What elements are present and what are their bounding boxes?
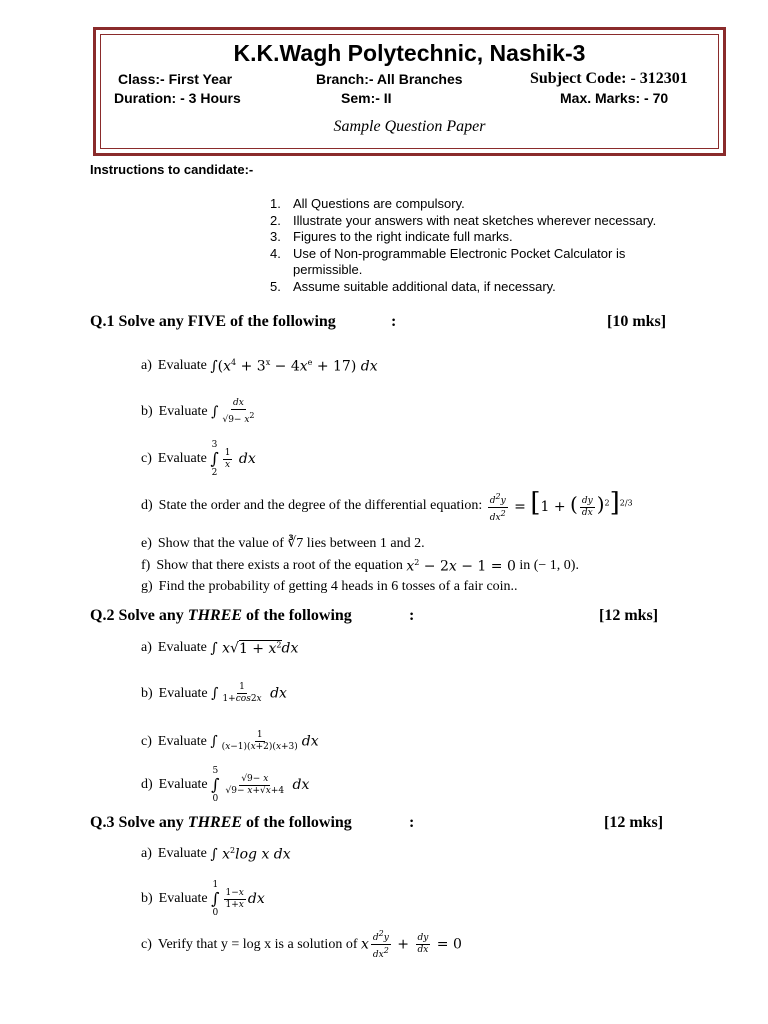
q2-b-expr: ∫ $\frac{1}{1+\cos 2x}$ dx: [211, 682, 287, 704]
q1-d-expr: $\frac{d^2y}{dx^2}$ = [1 + ( $\frac{dy}{dx}$ )$^2$]$^{2/3}$: [489, 488, 633, 523]
q1-f-expr: $x^2 - 2x - 1 = 0$: [406, 558, 516, 575]
q2-colon: :: [409, 607, 415, 624]
q1-g: g) Find the probability of getting 4 heads in 6 tosses of a fair coin..: [141, 579, 518, 594]
q3-heading: Q.3 Solve any THREE of the following: [90, 814, 352, 831]
q3-marks: [12 mks]: [604, 814, 664, 831]
instructions-title: Instructions to candidate:-: [90, 162, 254, 177]
q2-a: a) Evaluate ∫ $x√1 + x^2dx$: [141, 640, 299, 657]
instruction-item: 5. Assume suitable additional data, if necessary.: [270, 278, 556, 294]
instruction-item: 4. Use of Non-programmable Electronic Pocket Calculator is: [270, 245, 626, 261]
q1-c-expr: 3 ∫ 2 $\frac{1}{x}$ dx: [210, 440, 256, 478]
q3-b-expr: 1 ∫ 0 $\frac{1-x}{1+x}$ dx: [211, 880, 265, 918]
instruction-item: permissible.: [293, 262, 363, 277]
q2-c: c) Evaluate ∫ $\frac{1}{(x-1)(x+2)(x+3)}$ dx: [141, 730, 319, 752]
instructions-list: [270, 196, 656, 295]
q3-c: c) Verify that y = log x is a solution of x $\frac{d^2y}{dx^2}$ + $\frac{dy}{dx}$ = 0: [141, 929, 462, 960]
q2-heading: Q.2 Solve any THREE of the following: [90, 607, 352, 624]
instruction-item: 2. Illustrate your answers with neat sketches wherever necessary.: [270, 212, 657, 228]
q2-a-expr: ∫ $x√1 + x^2dx$: [210, 640, 299, 657]
q3-b: b) Evaluate 1 ∫ 0 $\frac{1-x}{1+x}$ dx: [141, 880, 265, 918]
q3-c-expr: x $\frac{d^2y}{dx^2}$ + $\frac{dy}{dx}$ = 0: [361, 929, 462, 960]
q2-b: b) Evaluate ∫ $\frac{1}{1+\cos 2x}$ dx: [141, 682, 287, 704]
q1-e: e) Show that the value of ∛7 lies between 1 and 2.: [141, 535, 425, 551]
paper-type: Sample Question Paper: [333, 118, 486, 135]
instruction-item: 3. Figures to the right indicate full marks.: [270, 229, 513, 244]
q1-marks: [10 mks]: [607, 313, 667, 330]
branch-label: Branch:- All Branches: [316, 71, 463, 87]
q2-c-expr: ∫ $\frac{1}{(x-1)(x+2)(x+3)}$ dx: [210, 730, 319, 752]
q3-a: a) Evaluate ∫ $x^2\log$ x dx: [141, 846, 291, 863]
q1-a: a) Evaluate $\int(x^4 + 3^x - 4x^e + 17)$ dx: [141, 358, 378, 375]
q1-c: c) Evaluate 3 ∫ 2 $\frac{1}{x}$ dx: [141, 440, 256, 478]
q1-f: f) Show that there exists a root of the equation $x^2 - 2x - 1 = 0$ in (− 1, 0).: [141, 558, 579, 575]
q2-d-expr: 5 ∫ 0 $\frac{√9- x}{√9- x+√x+4}$ dx: [211, 766, 310, 804]
q2-marks: [12 mks]: [599, 607, 659, 624]
q3-colon: :: [409, 814, 415, 831]
q1-b: b) Evaluate ∫ $\frac{dx}{√9- x^2}$: [141, 398, 259, 426]
max-marks: Max. Marks: - 70: [560, 90, 669, 106]
q1-b-expr: ∫ $\frac{dx}{√9- x^2}$: [211, 398, 255, 425]
college-name: K.K.Wagh Polytechnic, Nashik-3: [233, 40, 586, 66]
q1-d: d) State the order and the degree of the differential equation: $\frac{d^2y}{dx^2}$ = [1 + ( $\frac{dy}{dx}$ )$^2$]$^{2/3}$: [141, 488, 633, 523]
class-label: Class:- First Year: [118, 71, 233, 87]
duration: Duration: - 3 Hours: [114, 90, 241, 106]
subject-code: Subject Code: - 312301: [530, 70, 688, 87]
q2-d: d) Evaluate 5 ∫ 0 $\frac{√9- x}{√9- x+√x+4}$ dx: [141, 766, 310, 804]
q1-colon: :: [391, 313, 397, 330]
instruction-item: 1. All Questions are compulsory.: [270, 196, 465, 211]
q1-heading: Q.1 Solve any FIVE of the following: [90, 313, 336, 330]
semester: Sem:- II: [341, 90, 392, 106]
q1-a-expr: $\int(x^4 + 3^x - 4x^e + 17)$ dx: [210, 358, 378, 375]
q3-a-expr: ∫ $x^2\log$ x dx: [210, 846, 291, 863]
